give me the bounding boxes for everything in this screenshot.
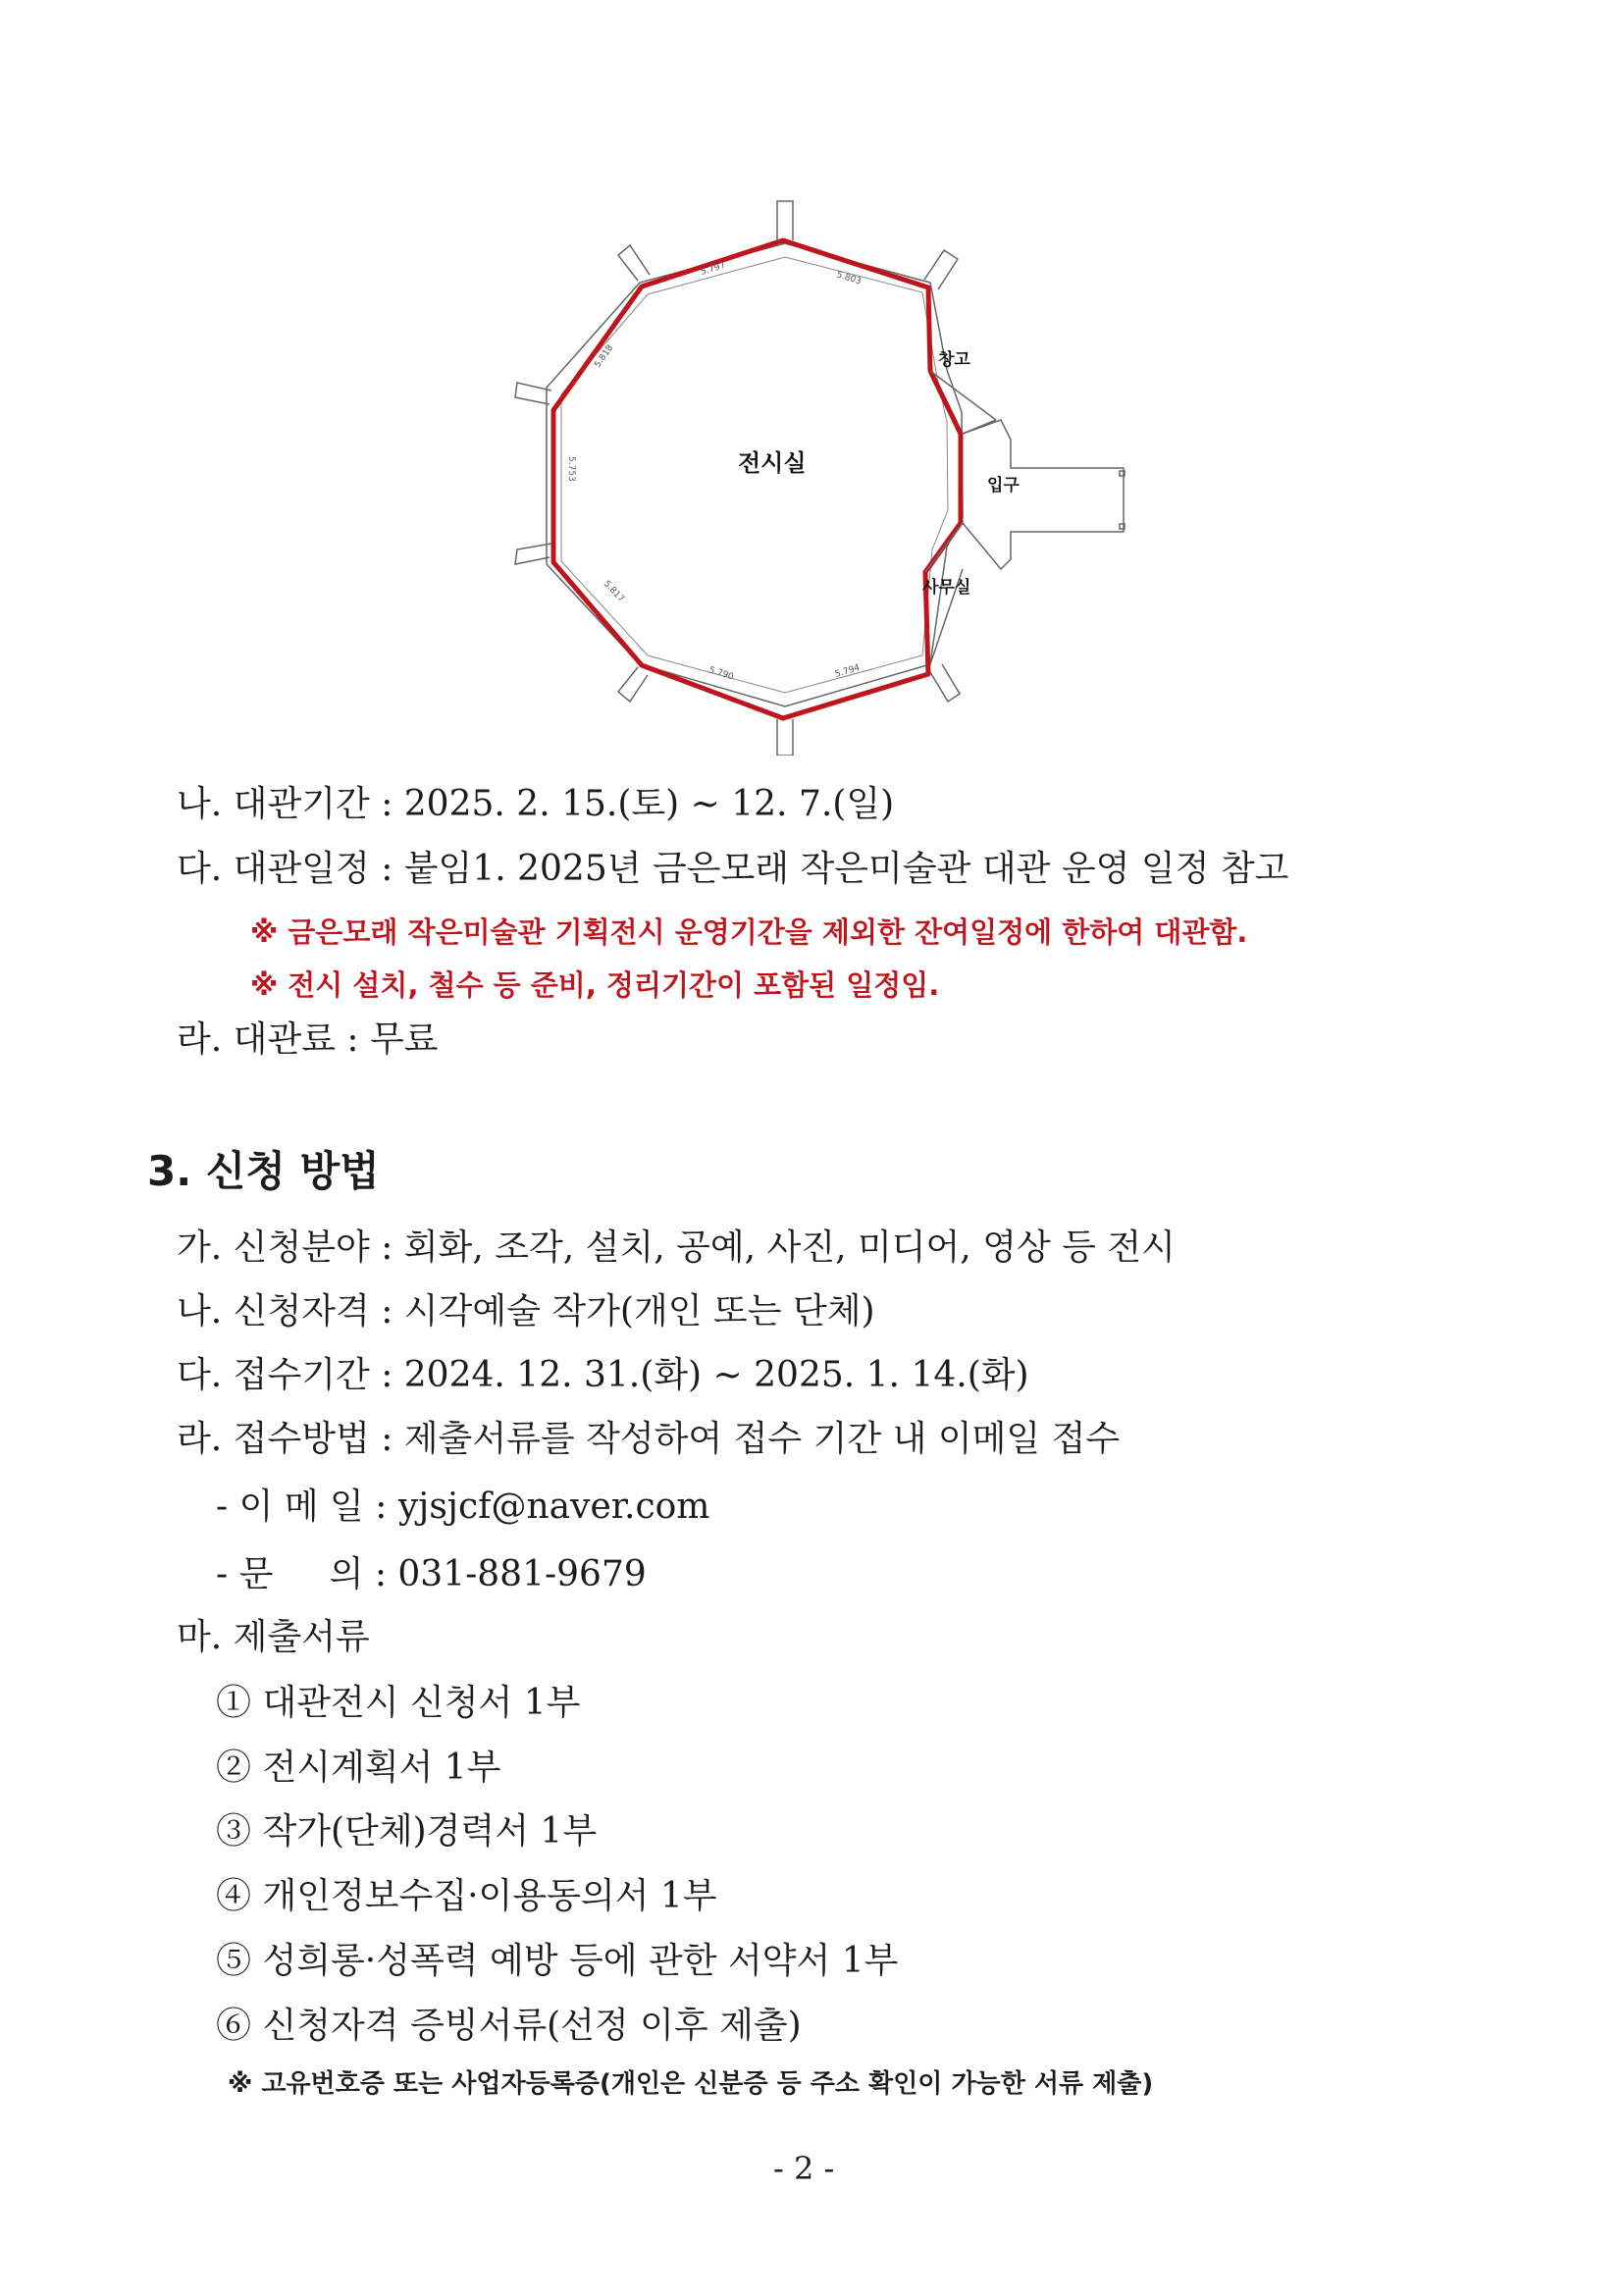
dimension-label: 5.794 <box>833 662 862 680</box>
rental-period: 나. 대관기간 : 2025. 2. 15.(토) ~ 12. 7.(일) <box>177 784 895 824</box>
document-item: ① 대관전시 신청서 1부 <box>216 1683 581 1723</box>
submission-period: 다. 접수기간 : 2024. 12. 31.(화) ~ 2025. 1. 14.(화) <box>177 1355 1029 1395</box>
submission-method: 라. 접수방법 : 제출서류를 작성하여 접수 기간 내 이메일 접수 <box>177 1419 1121 1459</box>
document-item: ④ 개인정보수집·이용동의서 1부 <box>216 1876 717 1916</box>
dimension-label: 5.803 <box>835 270 863 287</box>
schedule-note-1: ※ 금은모래 작은미술관 기획전시 운영기간을 제외한 잔여일정에 한하여 대관함. <box>250 915 1248 949</box>
document-item: ③ 작가(단체)경력서 1부 <box>216 1811 598 1852</box>
floor-plan-drawing <box>491 177 1158 756</box>
exhibition-room-label: 전시실 <box>738 449 807 477</box>
documents-note: ※ 고유번호증 또는 사업자등록증(개인은 신분증 등 주소 확인이 가능한 서류 제출) <box>228 2069 1154 2099</box>
storage-label: 창고 <box>938 350 970 370</box>
email-line: - 이 메 일 : yjsjcf@naver.com <box>216 1487 710 1527</box>
column-stubs <box>515 201 960 756</box>
application-field: 가. 신청분야 : 회화, 조각, 설치, 공예, 사진, 미디어, 영상 등 전시 <box>177 1227 1176 1268</box>
section-heading: 3. 신청 방법 <box>147 1147 380 1195</box>
schedule-note-2: ※ 전시 설치, 철수 등 준비, 정리기간이 포함된 일정임. <box>250 968 940 1002</box>
dimension-label: 5.753 <box>566 456 576 482</box>
page-number: - 2 - <box>773 2150 835 2187</box>
eligibility: 나. 신청자격 : 시각예술 작가(개인 또는 단체) <box>177 1291 875 1331</box>
documents-heading: 마. 제출서류 <box>177 1617 370 1657</box>
rental-fee: 라. 대관료 : 무료 <box>177 1019 439 1060</box>
document-item: ② 전시계획서 1부 <box>216 1748 501 1788</box>
floor-plan-svg <box>491 177 1158 756</box>
dimension-label: 5.790 <box>707 665 735 683</box>
rental-schedule: 다. 대관일정 : 붙임1. 2025년 금은모래 작은미술관 대관 운영 일정 참고 <box>177 849 1289 889</box>
office-label: 사무실 <box>922 578 971 598</box>
document-item: ⑥ 신청자격 증빙서류(선정 이후 제출) <box>216 2006 802 2046</box>
dimension-label: 5.818 <box>593 342 616 370</box>
document-item: ⑤ 성희롱·성폭력 예방 등에 관한 서약서 1부 <box>216 1941 899 1981</box>
entrance-corridor <box>925 371 1125 664</box>
dimension-label: 5.817 <box>601 579 626 604</box>
dimension-label: 5.797 <box>699 260 727 278</box>
entrance-label: 입구 <box>987 476 1020 496</box>
contact-line: - 문 의 : 031-881-9679 <box>216 1554 647 1594</box>
